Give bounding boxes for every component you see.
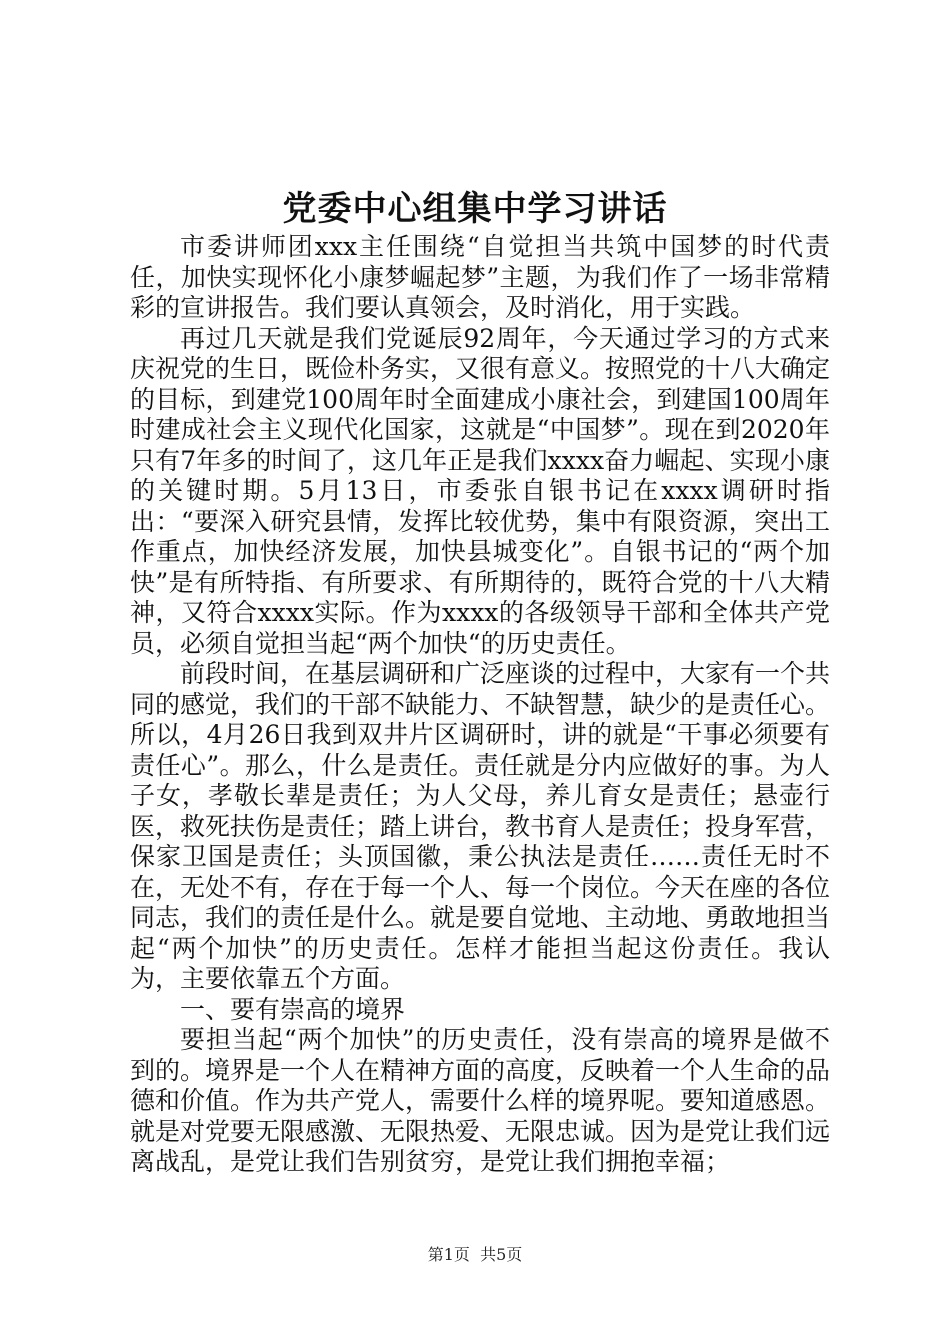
document-body [130,232,830,1178]
section-paragraph: 要担当起“两个加快”的历史责任，没有崇高的境界是做不到的。境界是一个人在精神方面的高度，反映着一个人生命的品德和价值。作为共产党人，需要什么样的境界呢。要知道感恩。就是对党要无限感激、无限热爱、无限忠诚。因为是党让我们远离战乱，是党让我们告别贫穷，是党让我们拥抱幸福； [130,1025,831,1176]
page-footer [0,1244,950,1266]
paragraph-3: 前段时间，在基层调研和广泛座谈的过程中，大家有一个共同的感觉，我们的干部不缺能力、不缺智慧，缺少的是责任心。所以，4月26日我到双井片区调研时，讲的就是“干事必须要有责任心”。那么，什么是责任。责任就是分内应做好的事。为人子女，孝敬长辈是责任；为人父母，养儿育女是责任；悬壶行医，救死扶伤是责任；踏上讲台，教书育人是责任；投身军营，保家卫国是责任；头顶国徽，秉公执法是责任……责任无时不在，无处不有，存在于每一个人、每一个岗位。今天在座的各位同志，我们的责任是什么。就是要自觉地、主动地、勇敢地担当起“两个加快”的历史责任。怎样才能担当起这份责任。我认为，主要依靠五个方面。 [130,659,831,993]
page-total: 共5页 [480,1245,523,1264]
paragraph-1: 市委讲师团xxx主任围绕“自觉担当共筑中国梦的时代责任，加快实现怀化小康梦崛起梦”主题，为我们作了一场非常精彩的宣讲报告。我们要认真领会，及时消化，用于实践。 [130,232,830,322]
paragraph-2: 再过几天就是我们党诞辰92周年，今天通过学习的方式来庆祝党的生日，既俭朴务实，又很有意义。按照党的十八大确定的目标，到建党100周年时全面建成小康社会，到建国100周年时建成社会主义现代化国家，这就是“中国梦”。现在到2020年只有7年多的时间了，这几年正是我们xxxx奋力崛起、实现小康的关键时期。5月13日，市委张自银书记在xxxx调研时指出：“要深入研究县情，发挥比较优势，集中有限资源，突出工作重点，加快经济发展，加快县城变化”。自银书记的“两个加快”是有所特指、有所要求、有所期待的，既符合党的十八大精神，又符合xxxx实际。作为xxxx的各级领导干部和全体共产党员，必须自觉担当起“两个加快“的历史责任。 [130,323,831,658]
page-number: 第1页 [427,1245,470,1264]
section-heading: 一、要有崇高的境界 [180,994,406,1024]
document-title: 党委中心组集中学习讲话 [282,189,668,229]
